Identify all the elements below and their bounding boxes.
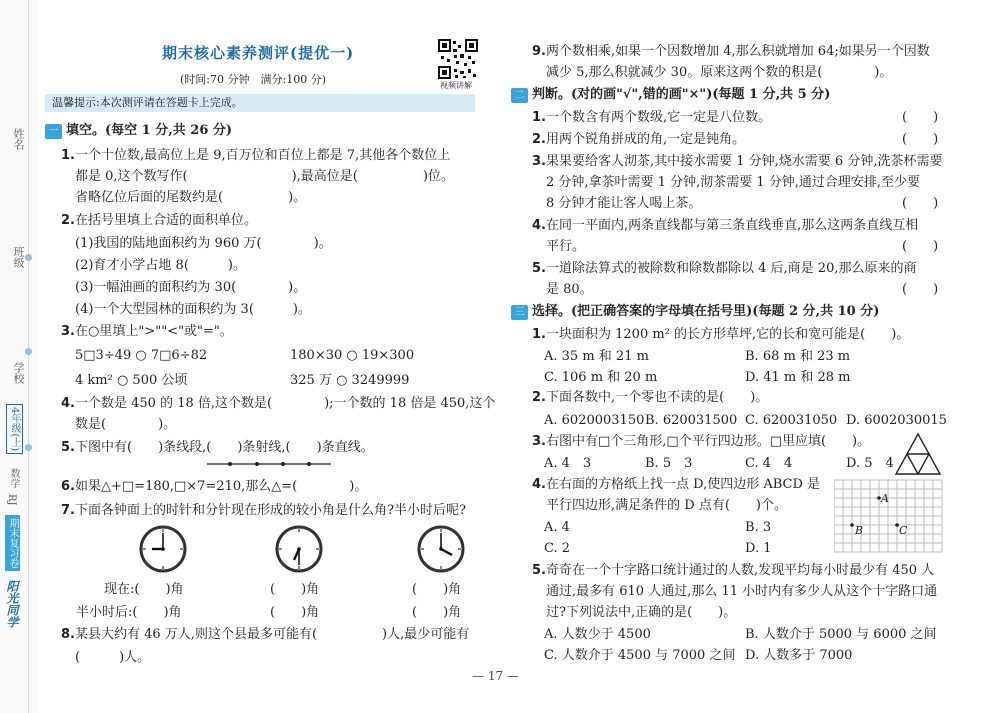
q-number: 3. [61,324,75,339]
q-number: 5. [532,261,546,276]
j4-line1: 在同一平面内,两条直线都与第三条直线垂直,那么这两条直线互相 [546,218,919,233]
c3-option-c: C. 4 4 [745,456,793,471]
q-number: 2. [61,213,75,228]
c4-option-c: C. 2 [544,541,571,556]
q7-half-1: 半小时后:( )角 [76,605,182,620]
j1-text: 一个数含有两个数级,它一定是八位数。 [546,110,772,125]
q2-item1: (1)我国的陆地面积约为 960 万( )。 [75,236,332,251]
q-number: 1. [532,110,546,125]
c2-option-d: D. 6002030015 [846,413,947,428]
q-number: 3. [532,434,546,449]
j2-text: 用两个锐角拼成的角,一定是钝角。 [546,132,746,147]
c3-option-b: B. 5 3 [645,456,693,471]
q6-text: 如果△+□=180,□×7=210,那么△=( )。 [75,479,368,494]
brand-logo: 阳光同学 [5,580,19,628]
c5-line2: 通过,最多有 610 人通过,那么 11 小时内有多少人从这个十字路口通 [546,584,938,599]
j5-answer-bracket: ( ) [902,282,939,297]
qr-caption: 视频讲解 [440,81,472,90]
q-number: 4. [532,218,546,233]
point-label-c: C [899,524,908,537]
q1-line2: 都是 0,这个数写作( ),最高位是( )位。 [75,169,454,184]
q2-item2: (2)育才小学占地 8( )。 [75,258,246,273]
c5-option-c: C. 人数介于 4500 与 7000 之间 [544,648,736,663]
q-number: 3. [532,154,546,169]
q9-line1: 两个数相乘,如果一个因数增加 4,那么积就增加 64;如果另一个因数 [546,44,930,59]
j3-line3: 8 分钟才能让客人喝上茶。 [546,196,702,211]
subject-label: 数学 [8,468,19,488]
c3-option-a: A. 4 3 [544,456,592,471]
j1-answer-bracket: ( ) [902,110,939,125]
c3-text: 右图中有□个三角形,□个平行四边形。□里应填( )。 [546,434,871,449]
c5-line1: 奇奇在一个十字路口统计通过的人数,发现平均每小时最少有 450 人 [546,563,935,578]
q1-line1: 一个十位数,最高位上是 9,百万位和百位上都是 7,其他各个数位上 [75,148,451,163]
exam-subtitle: (时间:70 分钟 满分:100 分) [180,73,326,86]
clock-icon [274,524,324,574]
q-number: 4. [61,396,75,411]
q2-item3: (3)一幅油画的面积约为 30( )。 [75,280,307,295]
edition-label: RJ [6,494,17,506]
c2-text: 下面各数中,一个零也不读的是( )。 [546,390,769,405]
q3-text: 在○里填上">""<"或"="。 [75,324,233,339]
binding-dot [25,348,32,355]
binding-dot [25,444,32,451]
q-number: 1. [532,327,546,342]
class-label: 班级 [12,246,25,268]
q4-line2: 数是( )。 [75,417,177,432]
c2-option-a: A. 6020003150 [544,413,645,428]
q3-r2a: 4 km² ○ 500 公顷 [75,373,188,388]
triangle-figure [894,432,942,476]
page-number: — 17 — [472,669,519,683]
series-label: 期末复习卷 [5,515,20,571]
c4-option-d: D. 1 [745,541,772,556]
clock-icon [416,524,466,574]
grid-paper-figure [834,478,944,558]
c1-option-a: A. 35 m 和 21 m [544,349,649,364]
c1-text: 一块面积为 1200 m² 的长方形草坪,它的长和宽可能是( )。 [546,327,910,342]
q5-text: 下图中有( )条线段,( )条射线,( )条直线。 [75,440,374,455]
section-badge: 二 [511,88,528,103]
section-badge: 一 [45,124,62,139]
c1-option-d: D. 41 m 和 28 m [745,370,851,385]
q2-item4: (4)一个大型园林的面积约为 3( )。 [75,302,311,317]
c3-option-d: D. 5 4 [846,456,894,471]
q7-half-2: ( )角 [270,605,320,620]
q7-now-3: ( )角 [412,582,462,597]
grade-label: 4年级(上) [6,404,23,454]
q-number: 1. [61,148,75,163]
q1-line3: 省略亿位后面的尾数约是( )。 [75,190,307,205]
j3-line2: 2 分钟,拿茶叶需要 1 分钟,沏茶需要 1 分钟,通过合理安排,至少要 [546,175,921,190]
q-number: 7. [61,503,75,518]
q-number: 5. [532,563,546,578]
q-number: 6. [61,479,75,494]
q7-text: 下面各钟面上的时针和分针现在形成的较小角是什么角?半小时后呢? [75,503,466,518]
j2-answer-bracket: ( ) [902,132,939,147]
name-label: 姓名 [12,128,25,150]
section-title: 填空。(每空 1 分,共 26 分) [66,123,233,138]
qr-code-icon[interactable] [438,39,478,79]
point-label-b: B [855,524,864,537]
q3-r1a: 5□3÷49 ○ 7□6÷82 [75,348,208,363]
q-number: 2. [532,390,546,405]
c5-line3: 过?下列说法中,正确的是( )。 [546,605,737,620]
q7-half-3: ( )角 [412,605,462,620]
j3-answer-bracket: ( ) [902,196,939,211]
section-badge: 三 [511,305,528,320]
line-segment-figure [205,458,333,470]
c2-option-c: C. 620031050 [745,413,838,428]
q-number: 2. [532,132,546,147]
c4-option-a: A. 4 [544,520,570,535]
q3-r2b: 325 万 ○ 3249999 [290,373,410,388]
q8-line2: ( )人。 [75,650,151,665]
q2-text: 在括号里填上合适的面积单位。 [75,213,258,228]
q3-r1b: 180×30 ○ 19×300 [290,348,415,363]
exam-title: 期末核心素养测评(提优一) [162,44,355,62]
q-number: 4. [532,477,546,492]
q9-line2: 减少 5,那么积就减少 30。原来这两个数的积是( )。 [546,65,893,80]
c1-option-c: C. 106 m 和 20 m [544,370,658,385]
clock-icon [138,524,188,574]
q-number: 9. [532,44,546,59]
c4-line2: 平行四边形,满足条件的 D 点有( )个。 [546,498,787,513]
q-number: 5. [61,440,75,455]
q-number: 8. [61,627,75,642]
c5-option-d: D. 人数多于 7000 [745,648,853,663]
c1-option-b: B. 68 m 和 23 m [745,349,851,364]
q7-now-2: ( )角 [270,582,320,597]
j5-line1: 一道除法算式的被除数和除数都除以 4 后,商是 20,那么原来的商 [546,261,917,276]
q8-line1: 某县大约有 46 万人,则这个县最多可能有( )人,最少可能有 [75,627,470,642]
c5-option-a: A. 人数少于 4500 [544,627,651,642]
section-title: 选择。(把正确答案的字母填在括号里)(每题 2 分,共 10 分) [532,304,880,319]
point-label-a: A [881,492,889,505]
j5-line2: 是 80。 [546,282,593,297]
school-label: 学校 [12,362,25,384]
c5-option-b: B. 人数介于 5000 与 6000 之间 [745,627,937,642]
j3-line1: 果果要给客人沏茶,其中接水需要 1 分钟,烧水需要 6 分钟,洗茶杯需要 [546,154,943,169]
j4-answer-bracket: ( ) [902,239,939,254]
c4-option-b: B. 3 [745,520,772,535]
binding-line [28,0,29,713]
j4-line2: 平行。 [546,239,586,254]
section-title: 判断。(对的画"√",错的画"×")(每题 1 分,共 5 分) [532,87,831,102]
binding-dot [25,254,32,261]
q7-now-1: 现在:( )角 [104,582,184,597]
tip-text: 温馨提示:本次测评请在答题卡上完成。 [52,96,243,109]
q4-line1: 一个数是 450 的 18 倍,这个数是( );一个数的 18 倍是 450,这个 [75,396,496,411]
c2-option-b: B. 620031500 [645,413,738,428]
c4-line1: 在右面的方格纸上找一点 D,使四边形 ABCD 是 [546,477,821,492]
